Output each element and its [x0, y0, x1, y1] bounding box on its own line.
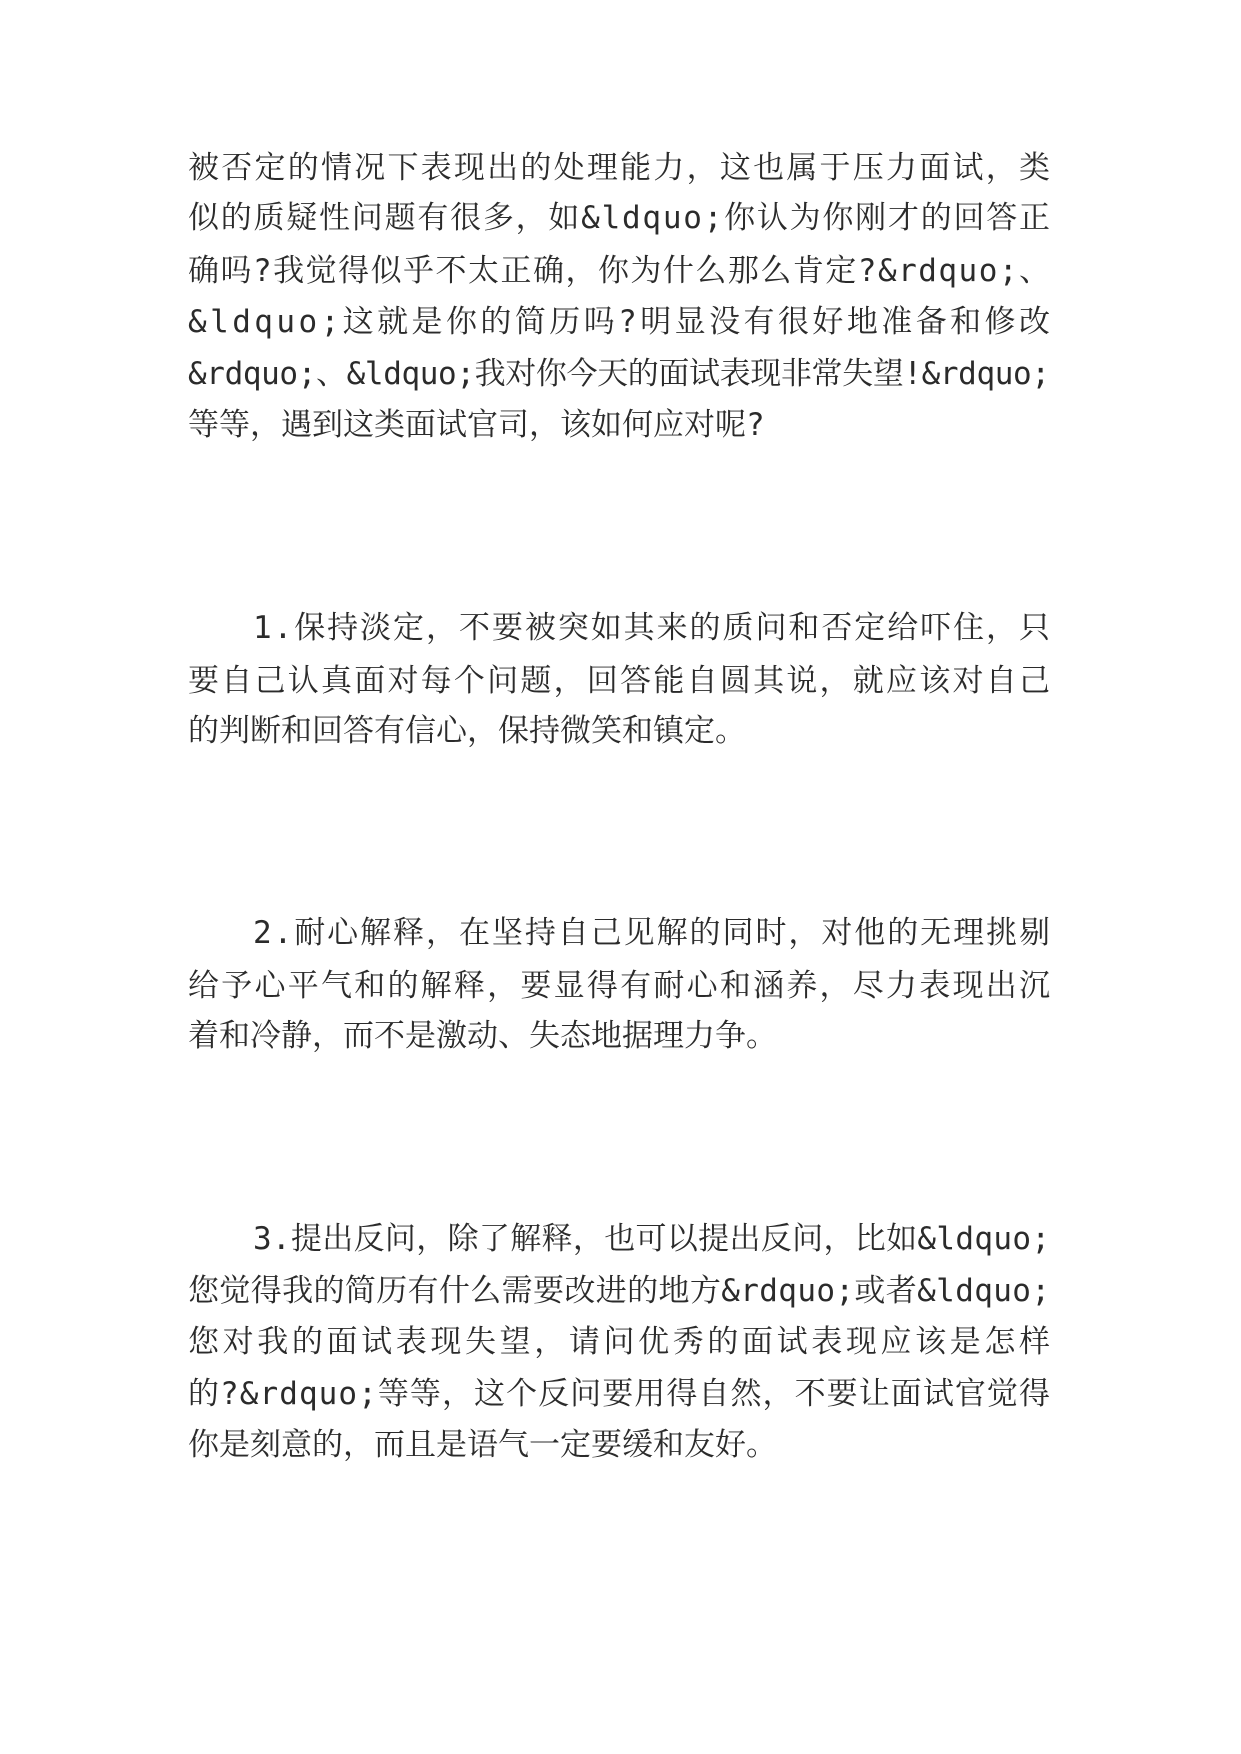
paragraph-line [0, 198, 1241, 238]
line-text: 您觉得我的简历有什么需要改进的地方&rdquo;或者&ldquo; [188, 1273, 1051, 1309]
paragraph-line [0, 913, 1241, 953]
paragraph-line [0, 354, 1241, 394]
paragraph-line [0, 148, 1241, 188]
line-text: 3.提出反问，除了解释，也可以提出反问，比如&ldquo; [253, 1221, 1051, 1257]
paragraph-line [0, 1016, 1241, 1056]
paragraph-line [0, 1374, 1241, 1414]
paragraph-line [0, 1322, 1241, 1362]
line-text: 确吗?我觉得似乎不太正确，你为什么那么肯定?&rdquo;、 [188, 253, 1052, 289]
paragraph-line [0, 966, 1241, 1006]
line-text: 1.保持淡定，不要被突如其来的质问和否定给吓住，只 [253, 610, 1052, 646]
line-text: 被否定的情况下表现出的处理能力，这也属于压力面试，类 [188, 150, 1053, 186]
paragraph-line [0, 608, 1241, 648]
line-text: 2.耐心解释，在坚持自己见解的同时，对他的无理挑剔 [253, 915, 1052, 951]
line-text: 您对我的面试表现失望，请问优秀的面试表现应该是怎样 [188, 1324, 1054, 1360]
line-text: &rdquo;、&ldquo;我对你今天的面试表现非常失望!&rdquo; [188, 356, 1050, 392]
line-text: 等等，遇到这类面试官司，该如何应对呢? [188, 407, 765, 443]
paragraph-line [0, 1219, 1241, 1259]
line-text: 的?&rdquo;等等，这个反问要用得自然，不要让面试官觉得 [188, 1376, 1052, 1412]
line-text: 给予心平气和的解释，要显得有耐心和涵养，尽力表现出沉 [188, 968, 1053, 1004]
line-text: &ldquo;这就是你的简历吗?明显没有很好地准备和修改 [188, 304, 1054, 340]
line-text: 似的质疑性问题有很多，如&ldquo;你认为你刚才的回答正 [188, 200, 1052, 236]
paragraph-line [0, 1271, 1241, 1311]
paragraph-line [0, 251, 1241, 291]
line-text: 你是刻意的，而且是语气一定要缓和友好。 [188, 1427, 777, 1463]
paragraph-line [0, 661, 1241, 701]
line-text: 的判断和回答有信心，保持微笑和镇定。 [188, 713, 746, 749]
line-text: 要自己认真面对每个问题，回答能自圆其说，就应该对自己 [188, 663, 1053, 699]
paragraph-line [0, 405, 1241, 445]
paragraph-line [0, 302, 1241, 342]
line-text: 着和冷静，而不是激动、失态地据理力争。 [188, 1018, 777, 1054]
paragraph-line [0, 711, 1241, 751]
paragraph-line [0, 1425, 1241, 1465]
